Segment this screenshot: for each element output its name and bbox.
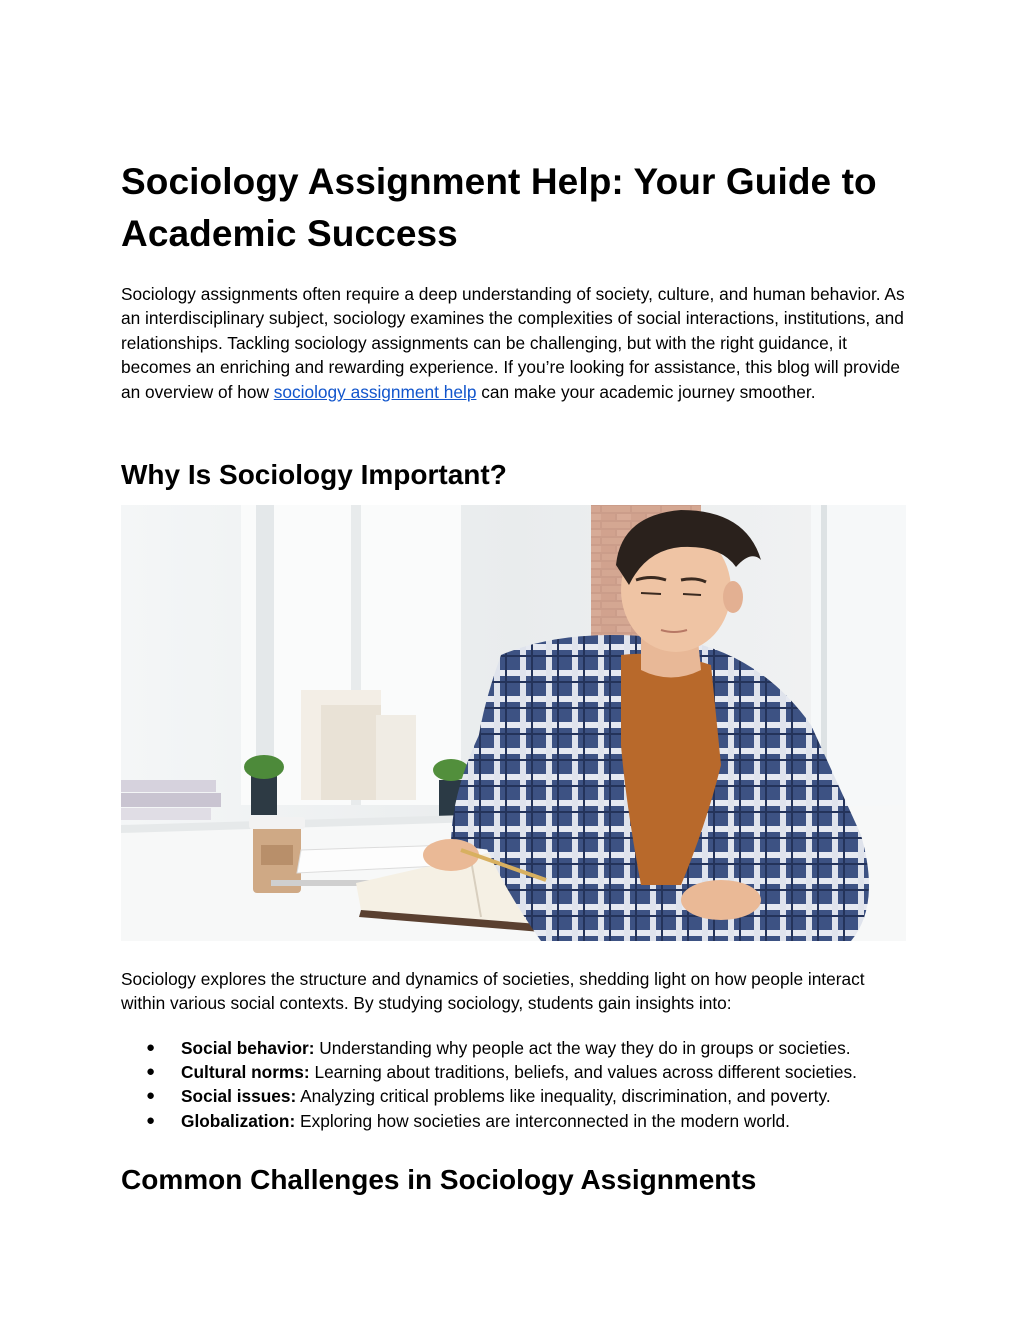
bullet-icon: ● bbox=[146, 1063, 156, 1081]
list-item bbox=[121, 1084, 921, 1108]
list-item bbox=[121, 1060, 921, 1084]
list-item-text: Learning about traditions, beliefs, and values across different societies. bbox=[309, 1062, 857, 1083]
list-item-term: Social behavior: bbox=[181, 1038, 315, 1058]
bullet-icon: ● bbox=[146, 1111, 156, 1129]
article-title: Sociology Assignment Help: Your Guide to Academic Success bbox=[121, 161, 877, 254]
list-item-text: Analyzing critical problems like inequality, discrimination, and poverty. bbox=[296, 1086, 831, 1107]
student-studying-photo bbox=[121, 505, 906, 941]
intro-paragraph bbox=[121, 282, 911, 404]
list-item-text: Exploring how societies are interconnected in the modern world. bbox=[295, 1110, 790, 1131]
sociology-assignment-help-link[interactable]: sociology assignment help bbox=[273, 381, 477, 402]
list-item-term: Globalization: bbox=[181, 1110, 296, 1131]
list-item bbox=[121, 1109, 921, 1133]
section1-paragraph: Sociology explores the structure and dynamics of societies, shedding light on how people interact within various social contexts. By studying sociology, students gain insights into: bbox=[121, 969, 865, 1014]
list-item-term: Cultural norms: bbox=[181, 1062, 310, 1083]
list-item-text: Understanding why people act the way they do in groups or societies. bbox=[314, 1038, 851, 1058]
bullet-icon: ● bbox=[146, 1087, 156, 1105]
bullet-icon: ● bbox=[146, 1039, 156, 1056]
intro-text-start: Sociology assignments often require a deep understanding of society, culture, and human behavior. As an interdisciplinary subject, sociology examines the complexities of social interactions, institutions, and relationships. Tackling sociology assignments can be challenging, but with the right guidance, it becomes an enriching and rewarding experience. If you’re looking for assistance, this blog will provide an overview of how bbox=[121, 284, 905, 402]
section-heading-common-challenges: Common Challenges in Sociology Assignments bbox=[121, 1164, 757, 1195]
section-heading-why-important: Why Is Sociology Important? bbox=[121, 459, 507, 490]
intro-text-end: can make your academic journey smoother. bbox=[476, 381, 816, 402]
list-item-term: Social issues: bbox=[181, 1086, 297, 1107]
list-item bbox=[121, 1036, 921, 1060]
insights-list bbox=[121, 1036, 921, 1133]
